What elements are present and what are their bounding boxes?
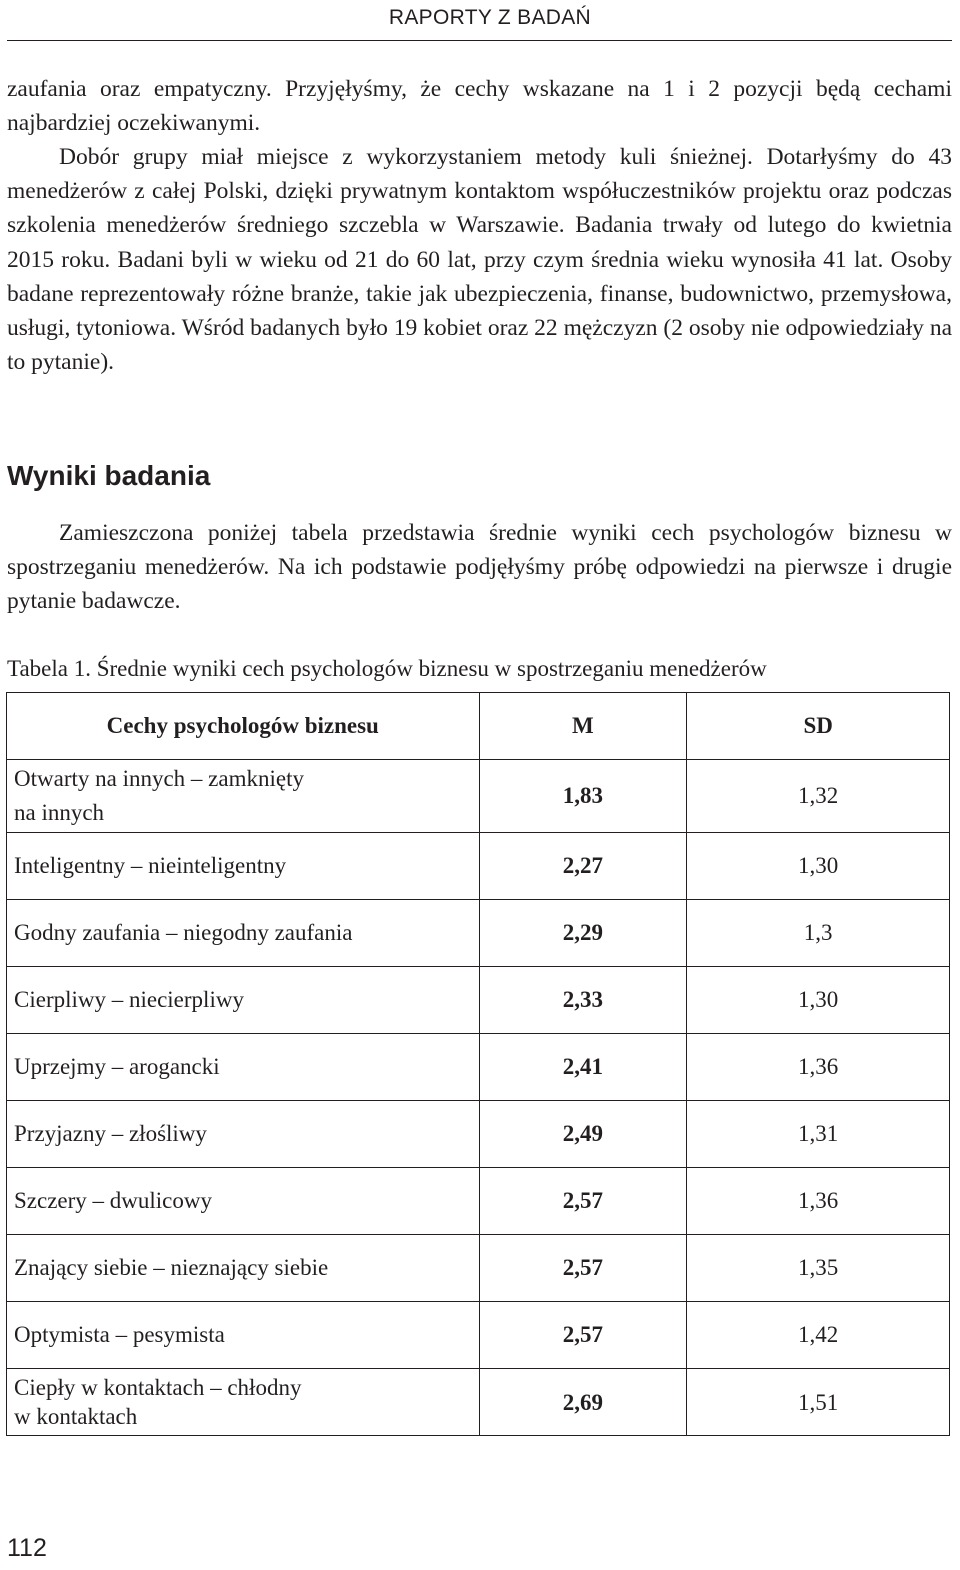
table-row — [7, 967, 950, 1034]
sd-cell: 1,32 — [687, 760, 950, 833]
trait-label-line1: Otwarty na innych – zamknięty — [14, 766, 304, 791]
column-header-sd: SD — [687, 693, 950, 760]
mean-cell: 2,49 — [479, 1101, 687, 1168]
sd-cell: 1,35 — [687, 1235, 950, 1302]
trait-cell: Inteligentny – nieinteligentny — [7, 833, 480, 900]
sd-cell: 1,51 — [687, 1369, 950, 1436]
trait-cell — [7, 760, 480, 833]
trait-label-line2: w kontaktach — [14, 1404, 138, 1429]
running-header — [0, 6, 950, 30]
sd-cell: 1,30 — [687, 967, 950, 1034]
running-header-title: RAPORTY Z BADAŃ — [388, 6, 591, 29]
table-caption: Tabela 1. Średnie wyniki cech psychologów biznesu w spostrzeganiu menedżerów — [7, 656, 767, 681]
trait-label-line1: Ciepły w kontaktach – chłodny — [14, 1375, 302, 1400]
column-header-m: M — [479, 693, 687, 760]
mean-cell: 2,69 — [479, 1369, 687, 1436]
trait-label-line2: na innych — [14, 800, 105, 825]
table-row — [7, 760, 950, 833]
mean-cell: 2,33 — [479, 967, 687, 1034]
trait-cell: Godny zaufania – niegodny zaufania — [7, 900, 480, 967]
mean-cell: 1,83 — [479, 760, 687, 833]
trait-cell: Przyjazny – złośliwy — [7, 1101, 480, 1168]
table-row — [7, 1302, 950, 1369]
trait-cell: Szczery – dwulicowy — [7, 1168, 480, 1235]
table-header-row — [7, 693, 950, 760]
mean-cell: 2,29 — [479, 900, 687, 967]
sd-cell: 1,30 — [687, 833, 950, 900]
paragraph-results-intro: Zamieszczona poniżej tabela przedstawia średnie wyniki cech psychologów biznesu w spostrzeganiu menedżerów. Na ich podstawie podjęłyśmy próbę odpowiedzi na pierwsze i drugie pytanie badawcze. — [7, 520, 952, 615]
trait-cell: Cierpliwy – niecierpliwy — [7, 967, 480, 1034]
column-header-trait: Cechy psychologów biznesu — [7, 693, 480, 760]
mean-cell: 2,57 — [479, 1235, 687, 1302]
trait-cell — [7, 1369, 480, 1436]
trait-cell: Optymista – pesymista — [7, 1302, 480, 1369]
header-divider — [7, 40, 952, 41]
sd-cell: 1,3 — [687, 900, 950, 967]
mean-cell: 2,27 — [479, 833, 687, 900]
paragraph-continuation: zaufania oraz empatyczny. Przyjęłyśmy, że cechy wskazane na 1 i 2 pozycji będą cechami najbardziej oczekiwanymi. — [7, 76, 952, 137]
table-row — [7, 1168, 950, 1235]
table-row — [7, 1034, 950, 1101]
results-table — [6, 692, 950, 1436]
sd-cell: 1,31 — [687, 1101, 950, 1168]
paragraph-sample-description: Dobór grupy miał miejsce z wykorzystaniem metody kuli śnieżnej. Dotarłyśmy do 43 menedżerów z całej Polski, dzięki prywatnym kontaktom współuczestników projektu oraz podczas szkolenia menedżerów średniego szczebla w Warszawie. Badania trwały od lutego do kwietnia 2015 roku. Badani byli w wieku od 21 do 60 lat, przy czym średnia wieku wynosiła 41 lat. Osoby badane reprezentowały różne branże, takie jak ubezpieczenia, finanse, budownictwo, przemysłowa, usługi, tytoniowa. Wśród badanych było 19 kobiet oraz 22 mężczyzn (2 osoby nie odpowiedziały na to pytanie). — [7, 144, 952, 376]
mean-cell: 2,57 — [479, 1168, 687, 1235]
page-number: 112 — [7, 1534, 47, 1562]
table-row — [7, 1369, 950, 1436]
sd-cell: 1,42 — [687, 1302, 950, 1369]
section-heading: Wyniki badania — [7, 460, 211, 491]
trait-cell: Znający siebie – nieznający siebie — [7, 1235, 480, 1302]
trait-cell: Uprzejmy – arogancki — [7, 1034, 480, 1101]
table-row — [7, 833, 950, 900]
sd-cell: 1,36 — [687, 1168, 950, 1235]
mean-cell: 2,41 — [479, 1034, 687, 1101]
table-row — [7, 1235, 950, 1302]
table-row — [7, 1101, 950, 1168]
mean-cell: 2,57 — [479, 1302, 687, 1369]
table-row — [7, 900, 950, 967]
sd-cell: 1,36 — [687, 1034, 950, 1101]
